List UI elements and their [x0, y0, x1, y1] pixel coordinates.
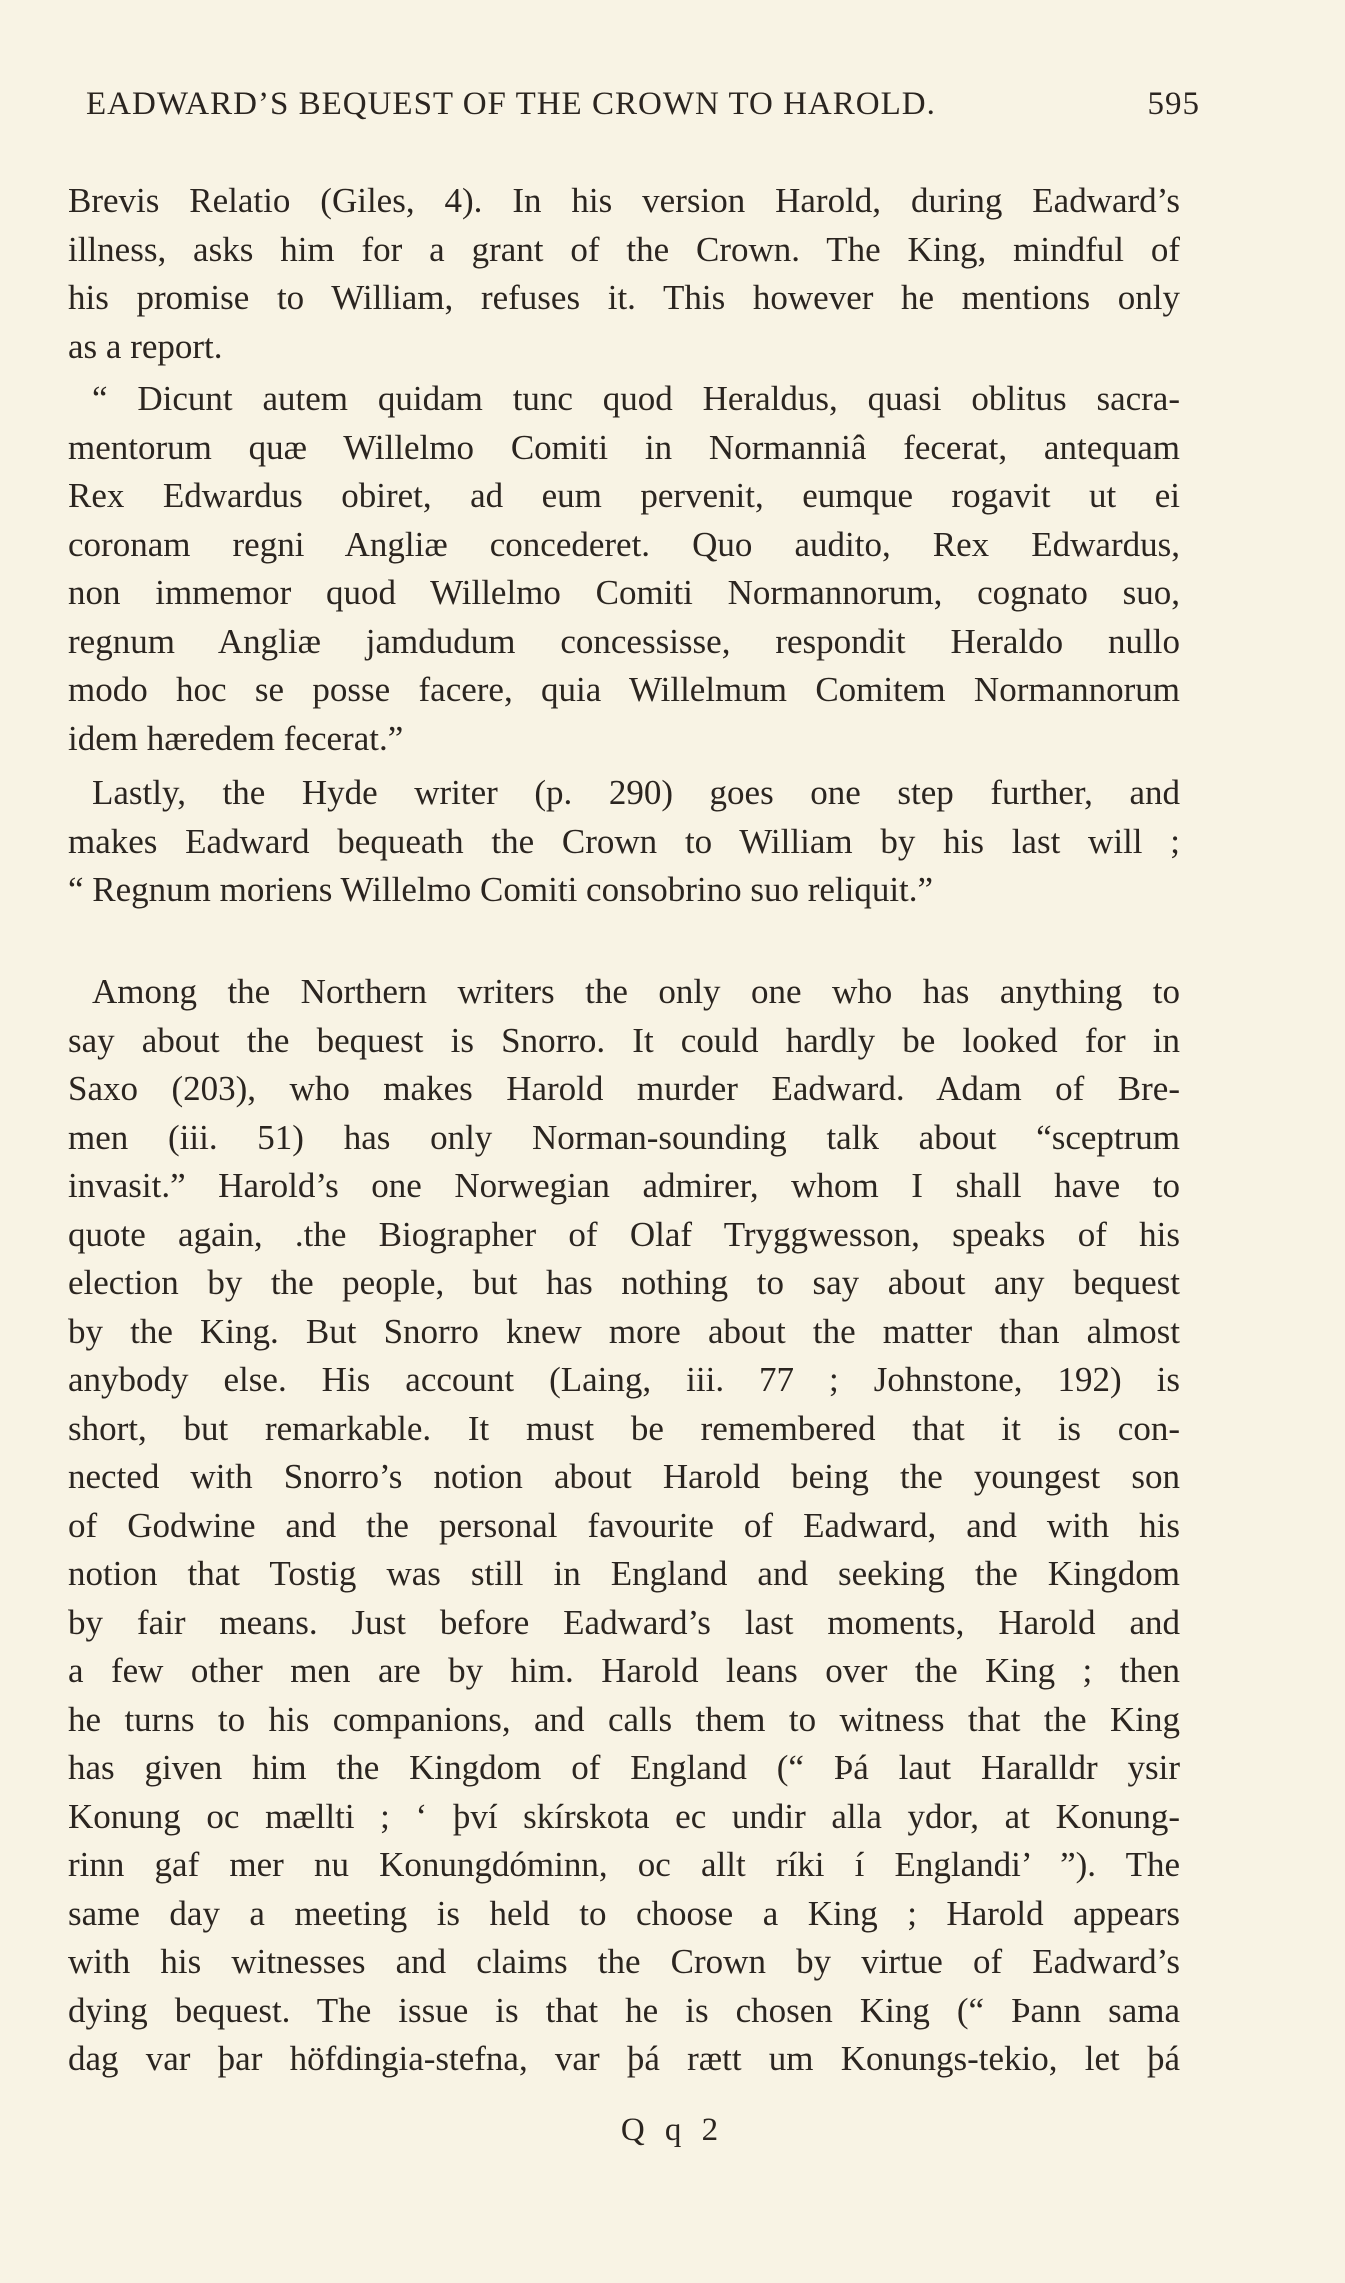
text-line: with his witnesses and claims the Crown by virtue of Eadward’s	[68, 1942, 1180, 1981]
text-line: mentorum quæ Willelmo Comiti in Normanniâ fecerat, antequam	[68, 427, 1180, 467]
paragraph-northern-writers	[68, 968, 1180, 2084]
text-line: Brevis Relatio (Giles, 4). In his version Harold, during Eadward’s	[68, 181, 1180, 220]
text-line: rinn gaf mer nu Konungdóminn, oc allt ríki í Englandi’ ”). The	[68, 1845, 1180, 1884]
page-number: 595	[1147, 86, 1200, 122]
text-line: say about the bequest is Snorro. It could hardly be looked for in	[68, 1020, 1180, 1060]
text-line: Saxo (203), who makes Harold murder Eadward. Adam of Bre-	[68, 1069, 1180, 1108]
text-line: Lastly, the Hyde writer (p. 290) goes one step further, and	[92, 773, 1180, 812]
text-line: Among the Northern writers the only one who has anything to	[92, 972, 1180, 1011]
text-line: same day a meeting is held to choose a King ; Harold appears	[68, 1893, 1180, 1933]
text-line: makes Eadward bequeath the Crown to William by his last will ;	[68, 821, 1180, 861]
text-line: by fair means. Just before Eadward’s last moments, Harold and	[68, 1602, 1180, 1642]
text-line: illness, asks him for a grant of the Crown. The King, mindful of	[68, 229, 1180, 269]
text-line: by the King. But Snorro knew more about the matter than almost	[68, 1311, 1180, 1351]
text-line: anybody else. His account (Laing, iii. 77 ; Johnstone, 192) is	[68, 1360, 1180, 1399]
text-line: idem hæredem fecerat.”	[68, 718, 404, 758]
text-line: as a report.	[68, 326, 223, 366]
text-line: election by the people, but has nothing to say about any bequest	[68, 1263, 1180, 1302]
paragraph-brevis-relatio	[68, 177, 1180, 371]
text-line: “ Dicunt autem quidam tunc quod Heraldus, quasi oblitus sacra-	[92, 379, 1180, 418]
text-line: “ Regnum moriens Willelmo Comiti consobrino suo reliquit.”	[68, 870, 934, 909]
text-line: quote again, .the Biographer of Olaf Tryggwesson, speaks of his	[68, 1214, 1180, 1254]
text-line: Konung oc mællti ; ‘ því skírskota ec undir alla ydor, at Konung-	[68, 1796, 1180, 1836]
text-line: notion that Tostig was still in England and seeking the Kingdom	[68, 1554, 1180, 1593]
text-line: has given him the Kingdom of England (“ Þá laut Haralldr ysir	[68, 1748, 1180, 1787]
text-line: short, but remarkable. It must be remembered that it is con-	[68, 1408, 1180, 1448]
text-line: coronam regni Angliæ concederet. Quo audito, Rex Edwardus,	[68, 524, 1180, 564]
text-line: dying bequest. The issue is that he is chosen King (“ Þann sama	[68, 1990, 1180, 2030]
text-line: Rex Edwardus obiret, ad eum pervenit, eumque rogavit ut ei	[68, 476, 1180, 515]
text-line: his promise to William, refuses it. This however he mentions only	[68, 278, 1180, 317]
text-line: regnum Angliæ jamdudum concessisse, respondit Heraldo nullo	[68, 621, 1180, 661]
text-line: a few other men are by him. Harold leans over the King ; then	[68, 1651, 1180, 1690]
text-line: men (iii. 51) has only Norman-sounding talk about “sceptrum	[68, 1117, 1180, 1157]
header-title: EADWARD’S BEQUEST OF THE CROWN TO HAROLD.	[86, 86, 936, 122]
paragraph-hyde-writer	[68, 769, 1180, 915]
text-line: non immemor quod Willelmo Comiti Normannorum, cognato suo,	[68, 573, 1180, 612]
text-line: he turns to his companions, and calls them to witness that the King	[68, 1699, 1180, 1739]
text-line: nected with Snorro’s notion about Harold being the youngest son	[68, 1457, 1180, 1496]
text-line: modo hoc se posse facere, quia Willelmum Comitem Normannorum	[68, 670, 1180, 709]
paragraph-latin-quotation	[68, 375, 1180, 763]
running-header	[86, 86, 1200, 123]
text-line: of Godwine and the personal favourite of Eadward, and with his	[68, 1505, 1180, 1545]
signature-mark: Q q 2	[620, 2112, 725, 2148]
text-line: dag var þar höfdingia-stefna, var þá rætt um Konungs-tekio, let þá	[68, 2039, 1180, 2078]
text-line: invasit.” Harold’s one Norwegian admirer, whom I shall have to	[68, 1166, 1180, 1205]
